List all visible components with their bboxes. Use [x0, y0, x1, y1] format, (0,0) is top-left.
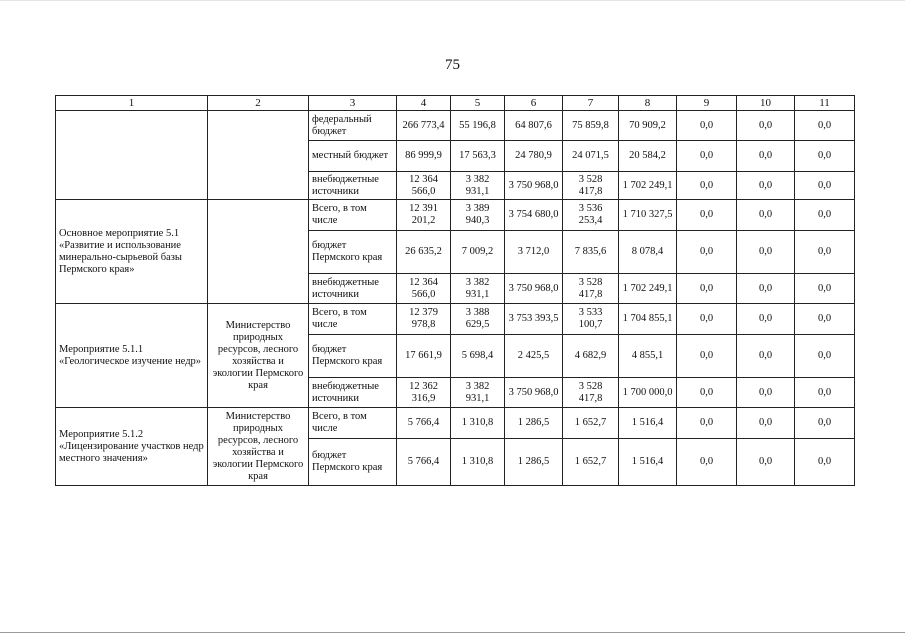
- value-cell: 0,0: [737, 335, 795, 378]
- value-cell: 0,0: [737, 141, 795, 172]
- value-cell: 0,0: [795, 172, 855, 200]
- value-cell: 3 382 931,1: [451, 172, 505, 200]
- column-header-row: [56, 96, 855, 111]
- activity-name-cell: Мероприятие 5.1.2 «Лицензирование участков недр местного значения»: [56, 408, 208, 486]
- column-header: 9: [677, 96, 737, 111]
- value-cell: 3 750 968,0: [505, 378, 563, 408]
- value-cell: 7 009,2: [451, 231, 505, 274]
- value-cell: 5 698,4: [451, 335, 505, 378]
- value-cell: 0,0: [795, 274, 855, 304]
- value-cell: 17 563,3: [451, 141, 505, 172]
- value-cell: 20 584,2: [619, 141, 677, 172]
- executor-cell: Министерство природных ресурсов, лесного хозяйства и экологии Пермского края: [208, 408, 309, 486]
- column-header: 6: [505, 96, 563, 111]
- funding-source-cell: внебюджетные источники: [309, 172, 397, 200]
- page-edge-bottom: [0, 632, 905, 633]
- value-cell: 24 780,9: [505, 141, 563, 172]
- value-cell: 3 750 968,0: [505, 172, 563, 200]
- value-cell: 24 071,5: [563, 141, 619, 172]
- value-cell: 64 807,6: [505, 111, 563, 141]
- value-cell: 0,0: [737, 200, 795, 231]
- value-cell: 1 702 249,1: [619, 274, 677, 304]
- column-header: 7: [563, 96, 619, 111]
- column-header: 5: [451, 96, 505, 111]
- value-cell: 1 310,8: [451, 408, 505, 439]
- value-cell: 12 391 201,2: [397, 200, 451, 231]
- table-row: [56, 408, 855, 439]
- value-cell: 0,0: [737, 408, 795, 439]
- column-header: 3: [309, 96, 397, 111]
- value-cell: 3 750 968,0: [505, 274, 563, 304]
- column-header: 10: [737, 96, 795, 111]
- value-cell: 0,0: [677, 200, 737, 231]
- column-header: 4: [397, 96, 451, 111]
- activity-name-cell: [56, 111, 208, 200]
- value-cell: 12 362 316,9: [397, 378, 451, 408]
- value-cell: 3 382 931,1: [451, 378, 505, 408]
- value-cell: 75 859,8: [563, 111, 619, 141]
- value-cell: 3 712,0: [505, 231, 563, 274]
- value-cell: 0,0: [795, 200, 855, 231]
- value-cell: 0,0: [737, 378, 795, 408]
- page-edge-top: [0, 0, 905, 1]
- funding-source-cell: бюджет Пермского края: [309, 439, 397, 486]
- table-row: [56, 200, 855, 231]
- value-cell: 3 528 417,8: [563, 172, 619, 200]
- value-cell: 0,0: [737, 274, 795, 304]
- funding-source-cell: Всего, в том числе: [309, 408, 397, 439]
- value-cell: 1 516,4: [619, 408, 677, 439]
- value-cell: 0,0: [677, 111, 737, 141]
- table-row: [56, 304, 855, 335]
- value-cell: 0,0: [677, 141, 737, 172]
- value-cell: 4 682,9: [563, 335, 619, 378]
- value-cell: 1 700 000,0: [619, 378, 677, 408]
- table-row: [56, 111, 855, 141]
- funding-source-cell: федеральный бюджет: [309, 111, 397, 141]
- executor-cell: [208, 111, 309, 200]
- value-cell: 5 766,4: [397, 439, 451, 486]
- value-cell: 3 528 417,8: [563, 274, 619, 304]
- value-cell: 0,0: [795, 408, 855, 439]
- value-cell: 0,0: [677, 274, 737, 304]
- value-cell: 12 379 978,8: [397, 304, 451, 335]
- value-cell: 0,0: [737, 231, 795, 274]
- value-cell: 0,0: [795, 231, 855, 274]
- executor-cell: [208, 200, 309, 304]
- value-cell: 3 382 931,1: [451, 274, 505, 304]
- value-cell: 55 196,8: [451, 111, 505, 141]
- value-cell: 3 753 393,5: [505, 304, 563, 335]
- value-cell: 1 286,5: [505, 408, 563, 439]
- value-cell: 1 516,4: [619, 439, 677, 486]
- value-cell: 3 528 417,8: [563, 378, 619, 408]
- value-cell: 1 704 855,1: [619, 304, 677, 335]
- value-cell: 3 389 940,3: [451, 200, 505, 231]
- value-cell: 12 364 566,0: [397, 274, 451, 304]
- page-number: 75: [445, 57, 460, 73]
- value-cell: 12 364 566,0: [397, 172, 451, 200]
- value-cell: 86 999,9: [397, 141, 451, 172]
- value-cell: 266 773,4: [397, 111, 451, 141]
- funding-source-cell: внебюджетные источники: [309, 378, 397, 408]
- value-cell: 0,0: [795, 304, 855, 335]
- funding-source-cell: Всего, в том числе: [309, 304, 397, 335]
- value-cell: 17 661,9: [397, 335, 451, 378]
- funding-source-cell: бюджет Пермского края: [309, 231, 397, 274]
- value-cell: 0,0: [795, 378, 855, 408]
- value-cell: 26 635,2: [397, 231, 451, 274]
- value-cell: 0,0: [795, 141, 855, 172]
- value-cell: 0,0: [737, 439, 795, 486]
- funding-source-cell: местный бюджет: [309, 141, 397, 172]
- value-cell: 1 710 327,5: [619, 200, 677, 231]
- value-cell: 3 536 253,4: [563, 200, 619, 231]
- value-cell: 0,0: [677, 378, 737, 408]
- budget-table: [55, 95, 855, 486]
- value-cell: 0,0: [795, 439, 855, 486]
- column-header: 1: [56, 96, 208, 111]
- funding-source-cell: внебюджетные источники: [309, 274, 397, 304]
- value-cell: 4 855,1: [619, 335, 677, 378]
- value-cell: 1 702 249,1: [619, 172, 677, 200]
- value-cell: 0,0: [677, 231, 737, 274]
- funding-source-cell: Всего, в том числе: [309, 200, 397, 231]
- value-cell: 3 388 629,5: [451, 304, 505, 335]
- activity-name-cell: Мероприятие 5.1.1 «Геологическое изучение недр»: [56, 304, 208, 408]
- value-cell: 1 286,5: [505, 439, 563, 486]
- value-cell: 0,0: [677, 172, 737, 200]
- value-cell: 1 652,7: [563, 408, 619, 439]
- value-cell: 0,0: [737, 304, 795, 335]
- column-header: 11: [795, 96, 855, 111]
- value-cell: 0,0: [795, 335, 855, 378]
- value-cell: 8 078,4: [619, 231, 677, 274]
- value-cell: 0,0: [677, 408, 737, 439]
- value-cell: 5 766,4: [397, 408, 451, 439]
- value-cell: 3 533 100,7: [563, 304, 619, 335]
- value-cell: 70 909,2: [619, 111, 677, 141]
- column-header: 2: [208, 96, 309, 111]
- value-cell: 0,0: [677, 304, 737, 335]
- executor-cell: Министерство природных ресурсов, лесного хозяйства и экологии Пермского края: [208, 304, 309, 408]
- value-cell: 0,0: [677, 439, 737, 486]
- activity-name-cell: Основное мероприятие 5.1 «Развитие и использование минерально-сырьевой базы Пермского края»: [56, 200, 208, 304]
- value-cell: 0,0: [677, 335, 737, 378]
- value-cell: 7 835,6: [563, 231, 619, 274]
- value-cell: 3 754 680,0: [505, 200, 563, 231]
- value-cell: 0,0: [737, 172, 795, 200]
- funding-source-cell: бюджет Пермского края: [309, 335, 397, 378]
- value-cell: 2 425,5: [505, 335, 563, 378]
- column-header: 8: [619, 96, 677, 111]
- value-cell: 0,0: [737, 111, 795, 141]
- value-cell: 0,0: [795, 111, 855, 141]
- value-cell: 1 310,8: [451, 439, 505, 486]
- value-cell: 1 652,7: [563, 439, 619, 486]
